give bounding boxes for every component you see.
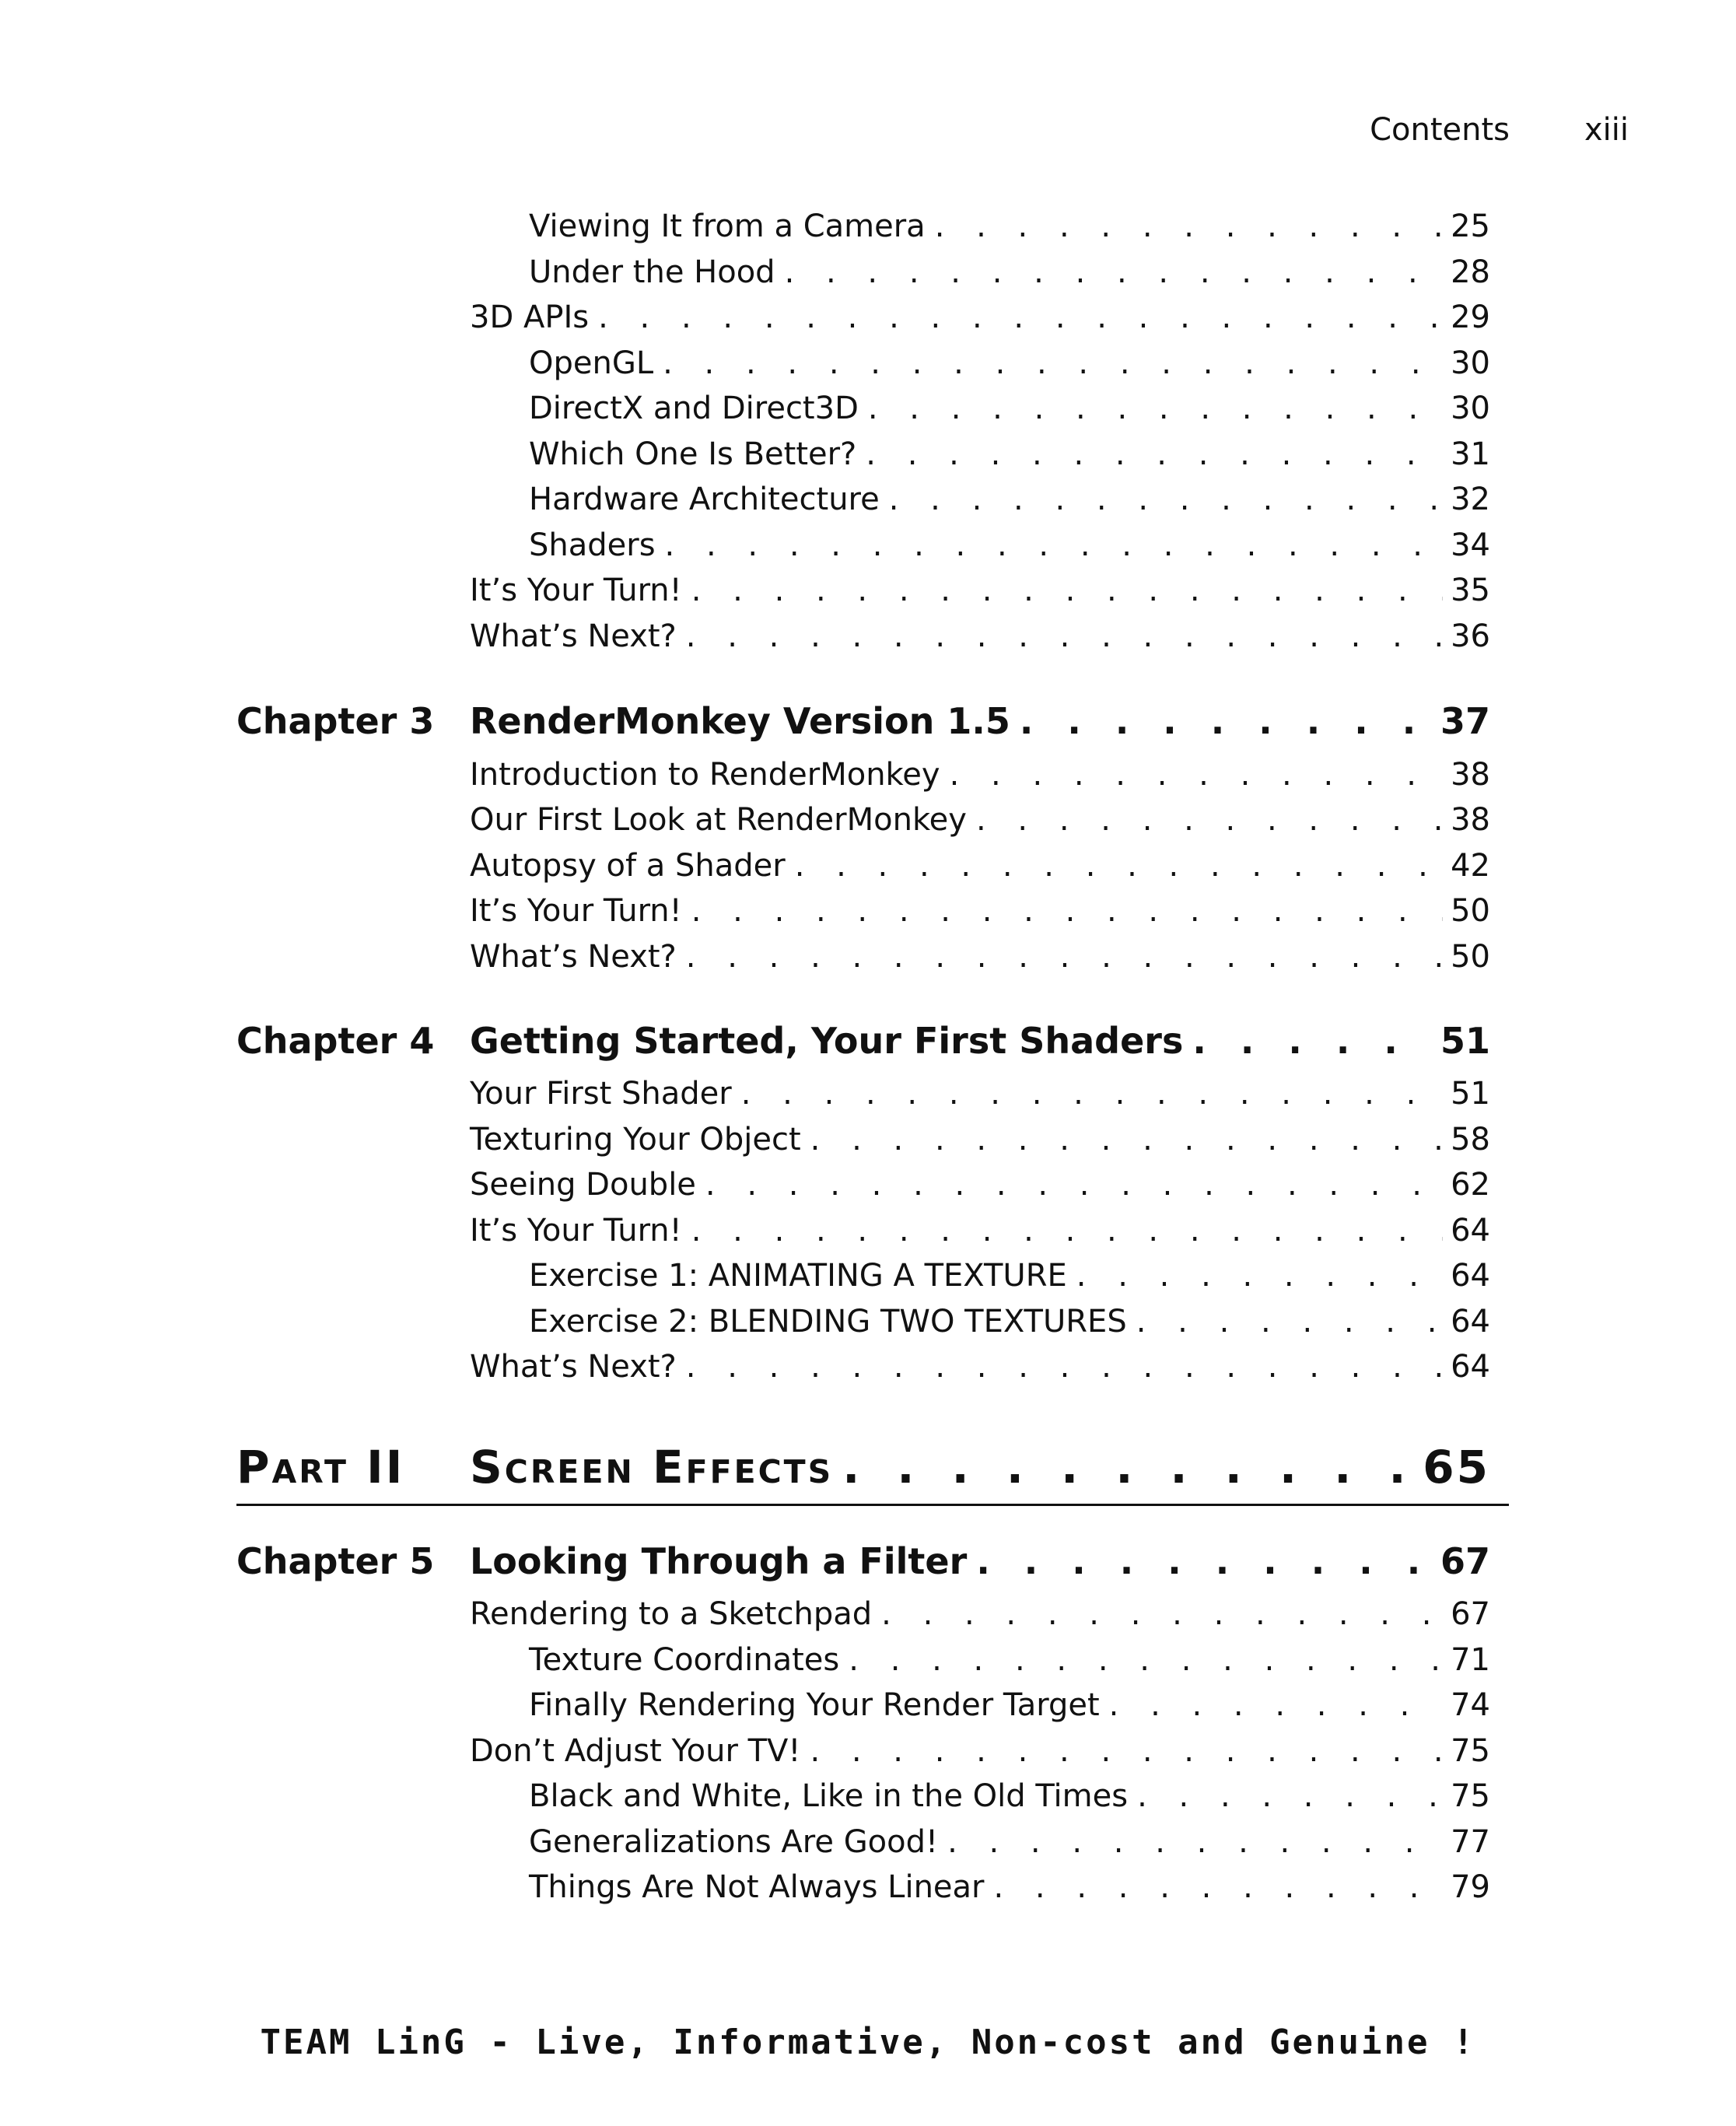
toc-entry[interactable]: What’s Next? . . . 50	[470, 939, 1490, 975]
leader-dots	[976, 802, 1443, 838]
leader-dots	[665, 527, 1444, 563]
toc-entry[interactable]: OpenGL . . . 30	[529, 345, 1490, 381]
toc-entry[interactable]: Finally Rendering Your Render Target . . . 74	[529, 1687, 1490, 1723]
leader-dots	[947, 1824, 1443, 1860]
running-head	[1370, 112, 1629, 148]
toc-entry[interactable]: Viewing It from a Camera . . . 25	[529, 208, 1490, 244]
toc-entry[interactable]: Autopsy of a Shader . . . 42	[470, 848, 1490, 884]
leader-dots	[976, 1540, 1433, 1582]
toc-entry[interactable]: Things Are Not Always Linear . . . 79	[529, 1869, 1490, 1905]
chapter-heading[interactable]: Getting Started, Your First Shaders . . . 51	[470, 1020, 1490, 1062]
toc-entry[interactable]: It’s Your Turn! . . . 35	[470, 573, 1490, 608]
toc-entry[interactable]: Exercise 1: ANIMATING A TEXTURE . . . 64	[529, 1258, 1490, 1294]
chapter-label: Chapter 4	[236, 1020, 435, 1062]
toc-entry[interactable]: Which One Is Better? . . . 31	[529, 436, 1490, 472]
toc-entry[interactable]: 3D APIs . . . 29	[470, 299, 1490, 335]
leader-dots	[889, 482, 1443, 517]
leader-dots	[686, 1349, 1443, 1385]
leader-dots	[1020, 700, 1433, 742]
leader-dots	[1109, 1687, 1443, 1723]
leader-dots	[842, 1441, 1415, 1494]
leader-dots	[795, 848, 1443, 884]
part-divider	[236, 1504, 1509, 1506]
leader-dots	[686, 939, 1443, 975]
leader-dots	[810, 1733, 1443, 1769]
leader-dots	[866, 436, 1443, 472]
leader-dots	[691, 1213, 1443, 1249]
leader-dots	[598, 299, 1443, 335]
toc-entry[interactable]: It’s Your Turn! . . . 50	[470, 893, 1490, 929]
running-head-section: Contents	[1370, 112, 1510, 148]
toc-entry[interactable]: Texturing Your Object . . . 58	[470, 1122, 1490, 1158]
leader-dots	[1137, 1778, 1443, 1814]
toc-entry[interactable]: Rendering to a Sketchpad . . . 67	[470, 1596, 1490, 1632]
leader-dots	[994, 1869, 1444, 1905]
leader-dots	[881, 1596, 1443, 1632]
leader-dots	[663, 345, 1443, 381]
leader-dots	[849, 1642, 1443, 1678]
toc-entry[interactable]: Exercise 2: BLENDING TWO TEXTURES . . . 64	[529, 1304, 1490, 1340]
toc-entry[interactable]: It’s Your Turn! . . . 64	[470, 1213, 1490, 1249]
leader-dots	[691, 893, 1443, 929]
leader-dots	[686, 618, 1443, 654]
toc-entry[interactable]: What’s Next? . . . 64	[470, 1349, 1490, 1385]
toc-entry[interactable]: DirectX and Direct3D . . . 30	[529, 391, 1490, 426]
toc-entry[interactable]: Introduction to RenderMonkey . . . 38	[470, 757, 1490, 793]
leader-dots	[785, 254, 1444, 290]
leader-dots	[810, 1122, 1443, 1158]
chapter-heading[interactable]: RenderMonkey Version 1.5 . . . 37	[470, 700, 1490, 742]
toc-entry[interactable]: Your First Shader . . . 51	[470, 1076, 1490, 1112]
leader-dots	[741, 1076, 1443, 1112]
part-label: Part II	[236, 1441, 405, 1494]
chapter-label: Chapter 3	[236, 700, 435, 742]
toc-entry[interactable]: Our First Look at RenderMonkey . . . 38	[470, 802, 1490, 838]
leader-dots	[705, 1167, 1443, 1203]
toc-entry[interactable]: Seeing Double . . . 62	[470, 1167, 1490, 1203]
toc-entry[interactable]: Hardware Architecture . . . 32	[529, 482, 1490, 517]
toc-entry[interactable]: Shaders . . . 34	[529, 527, 1490, 563]
leader-dots	[1192, 1020, 1433, 1062]
toc-entry[interactable]: What’s Next? . . . 36	[470, 618, 1490, 654]
part-heading[interactable]: Screen Effects . . . 65	[470, 1441, 1490, 1494]
toc-entry[interactable]: Don’t Adjust Your TV! . . . 75	[470, 1733, 1490, 1769]
leader-dots	[1076, 1258, 1443, 1294]
leader-dots	[868, 391, 1443, 426]
footer-banner: TEAM LinG - Live, Informative, Non-cost and Genuine !	[260, 2023, 1476, 2062]
page-number: xiii	[1584, 112, 1629, 148]
chapter-heading[interactable]: Looking Through a Filter . . . 67	[470, 1540, 1490, 1582]
toc-entry[interactable]: Generalizations Are Good! . . . 77	[529, 1824, 1490, 1860]
leader-dots	[691, 573, 1443, 608]
leader-dots	[950, 757, 1444, 793]
leader-dots	[935, 208, 1443, 244]
toc-entry[interactable]: Under the Hood . . . 28	[529, 254, 1490, 290]
chapter-label: Chapter 5	[236, 1540, 435, 1582]
leader-dots	[1136, 1304, 1443, 1340]
toc-entry[interactable]: Texture Coordinates . . . 71	[529, 1642, 1490, 1678]
toc-entry[interactable]: Black and White, Like in the Old Times . . . 75	[529, 1778, 1490, 1814]
